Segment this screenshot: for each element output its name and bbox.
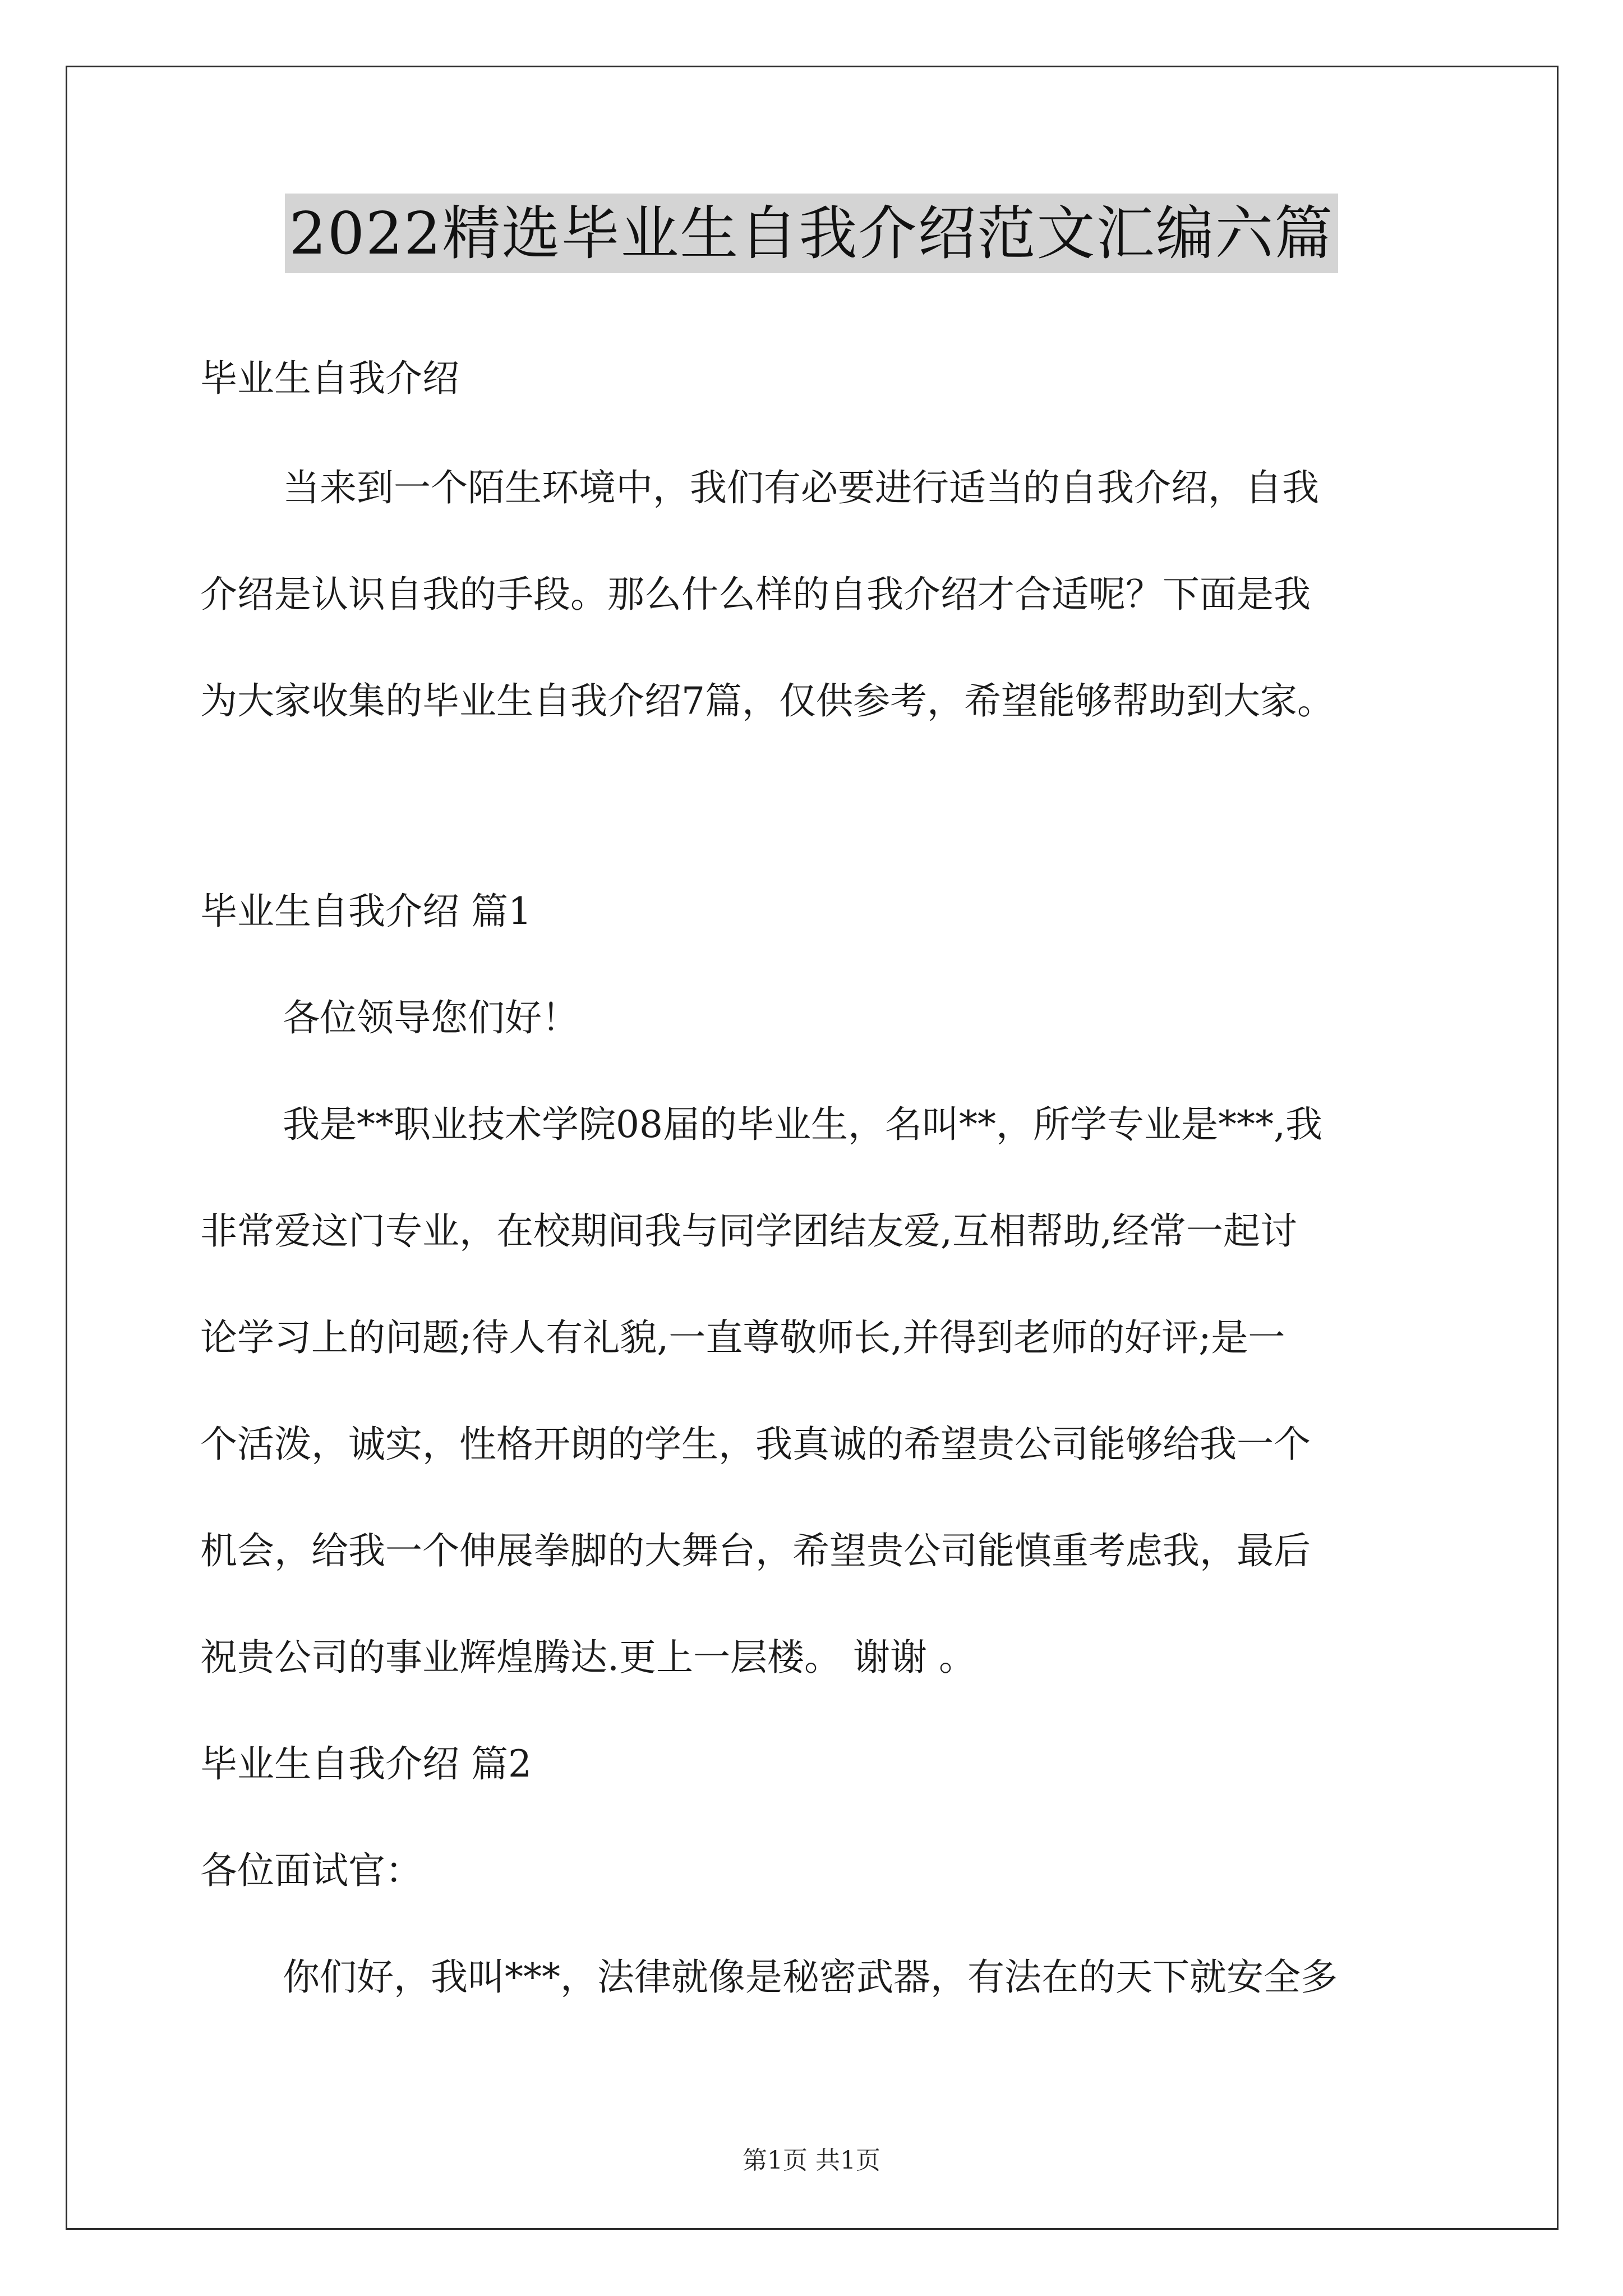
section-1-line-4: 个活泼，诚实，性格开朗的学生，我真诚的希望贵公司能够给我一个 bbox=[200, 1423, 1311, 1466]
section-1-line-1: 我是**职业技术学院08届的毕业生，名叫**，所学专业是***,我 bbox=[283, 1103, 1322, 1146]
section-1-line-2: 非常爱这门专业，在校期间我与同学团结友爱,互相帮助,经常一起讨 bbox=[200, 1209, 1297, 1253]
section-1-line-5: 机会，给我一个伸展拳脚的大舞台，希望贵公司能慎重考虑我，最后 bbox=[200, 1529, 1311, 1572]
section-2-greeting: 各位面试官： bbox=[200, 1849, 422, 1892]
section-1-heading: 毕业生自我介绍 篇1 bbox=[200, 890, 532, 933]
section-2-line-1: 你们好，我叫***，法律就像是秘密武器，有法在的天下就安全多 bbox=[283, 1955, 1338, 1999]
intro-line-1: 当来到一个陌生环境中，我们有必要进行适当的自我介绍，自我 bbox=[283, 466, 1319, 509]
section-1-greeting: 各位领导您们好！ bbox=[283, 996, 579, 1039]
section-2-heading: 毕业生自我介绍 篇2 bbox=[200, 1742, 532, 1786]
intro-line-3: 为大家收集的毕业生自我介绍7篇，仅供参考，希望能够帮助到大家。 bbox=[200, 679, 1334, 723]
document-title: 2022精选毕业生自我介绍范文汇编六篇 bbox=[285, 194, 1339, 273]
intro-line-2: 介绍是认识自我的手段。那么什么样的自我介绍才合适呢？下面是我 bbox=[200, 573, 1311, 616]
section-1-line-6: 祝贵公司的事业辉煌腾达.更上一层楼。 谢谢 。 bbox=[200, 1636, 976, 1679]
page-footer: 第1页 共1页 bbox=[743, 2146, 880, 2175]
section-1-line-3: 论学习上的问题;待人有礼貌,一直尊敬师长,并得到老师的好评;是一 bbox=[200, 1316, 1285, 1359]
intro-heading: 毕业生自我介绍 bbox=[200, 357, 459, 400]
title-container bbox=[0, 194, 1623, 273]
